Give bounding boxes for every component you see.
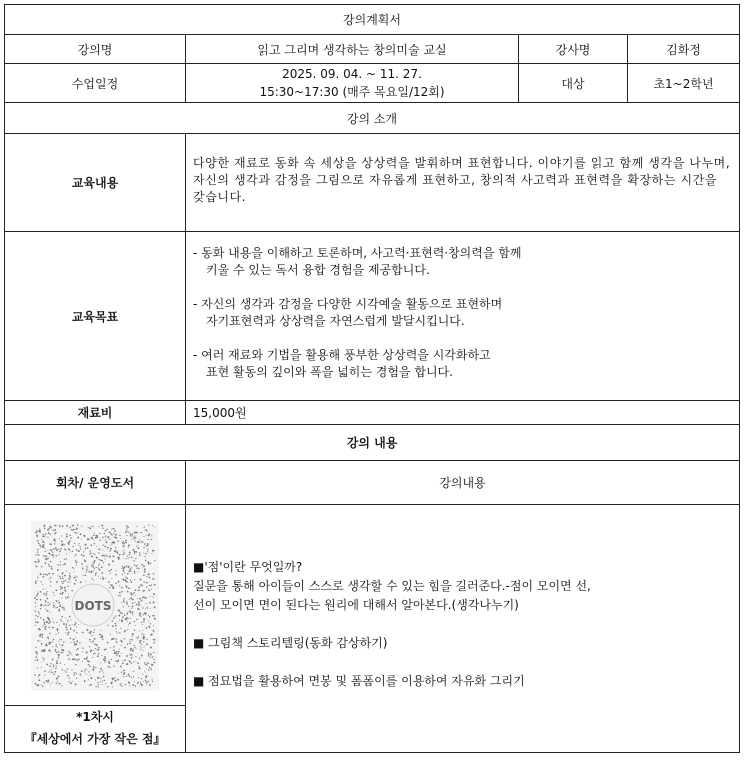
goal-1-line2: 키울 수 있는 독서 융합 경험을 제공합니다.	[206, 263, 430, 277]
fee-label: 재료비	[5, 401, 186, 425]
goal-1-line1: - 동화 내용을 이해하고 토론하며, 사고력·표현력·창의력을 함께	[193, 246, 522, 260]
content-column-header: 강의내용	[186, 461, 740, 505]
lesson-line-1: ■'점'이란 무엇일까?	[193, 560, 303, 574]
lesson-content-cell	[186, 505, 740, 753]
fee-value: 15,000원	[186, 401, 740, 425]
intro-header: 강의 소개	[5, 103, 740, 134]
schedule-label: 수업일정	[5, 64, 186, 103]
goal-3-line1: - 여러 재료와 기법을 활용해 풍부한 상상력을 시각화하고	[193, 348, 491, 362]
schedule-value	[186, 64, 519, 103]
dots-cover-illustration	[31, 521, 159, 691]
schedule-dates: 2025. 09. 04. ~ 11. 27.	[282, 67, 422, 81]
course-name-value: 읽고 그리며 생각하는 창의미술 교실	[186, 35, 519, 64]
lesson-line-3: 선이 모이면 면이 된다는 원리에 대해서 알아본다.(생각나누기)	[193, 598, 519, 612]
goal-3-line2: 표현 활동의 깊이와 폭을 넓히는 경험을 합니다.	[206, 365, 453, 379]
session-column-header: 회차/ 운영도서	[5, 461, 186, 505]
book-title: 『세상에서 가장 작은 점』	[24, 732, 166, 746]
teacher-label: 강사명	[519, 35, 628, 64]
target-value: 초1~2학년	[628, 64, 740, 103]
document-title: 강의계획서	[5, 5, 740, 35]
lesson-line-5: ■ 점묘법을 활용하여 면봉 및 폼폼이를 이용하여 자유화 그리기	[193, 674, 525, 688]
lecture-plan-table	[4, 4, 740, 753]
goal-2-line2: 자기표현력과 상상력을 자연스럽게 발달시킵니다.	[206, 314, 465, 328]
lesson-line-2: 질문을 통해 아이들이 스스로 생각할 수 있는 힘을 길러준다.-점이 모이면 선,	[193, 579, 591, 593]
content-label: 교육내용	[5, 134, 186, 232]
book-cover-image	[31, 521, 159, 691]
content-text: 다양한 재료로 동화 속 세상을 상상력을 발휘하며 표현합니다. 이야기를 읽고 함께 생각을 나누며, 자신의 생각과 감정을 그림으로 자유롭게 표현하고, 창의적 사고력과 표현력을 확장하는 시간을 갖습니다.	[193, 156, 731, 204]
target-label: 대상	[519, 64, 628, 103]
goal-2-line1: - 자신의 생각과 감정을 다양한 시각예술 활동으로 표현하며	[193, 297, 503, 311]
lectures-header: 강의 내용	[5, 425, 740, 461]
goal-label: 교육목표	[5, 232, 186, 401]
schedule-time: 15:30~17:30 (매주 목요일/12회)	[259, 85, 445, 99]
session-info	[5, 705, 185, 750]
content-cell	[186, 134, 740, 232]
lesson-content	[193, 558, 732, 691]
cover-title: DOTS	[74, 599, 112, 613]
goal-list	[193, 245, 732, 381]
teacher-value: 김화정	[628, 35, 740, 64]
session-number: *1차시	[76, 710, 114, 724]
session-cell	[5, 505, 186, 753]
goal-cell	[186, 232, 740, 401]
lesson-line-4: ■ 그림책 스토리텔링(동화 감상하기)	[193, 636, 388, 650]
course-name-label: 강의명	[5, 35, 186, 64]
